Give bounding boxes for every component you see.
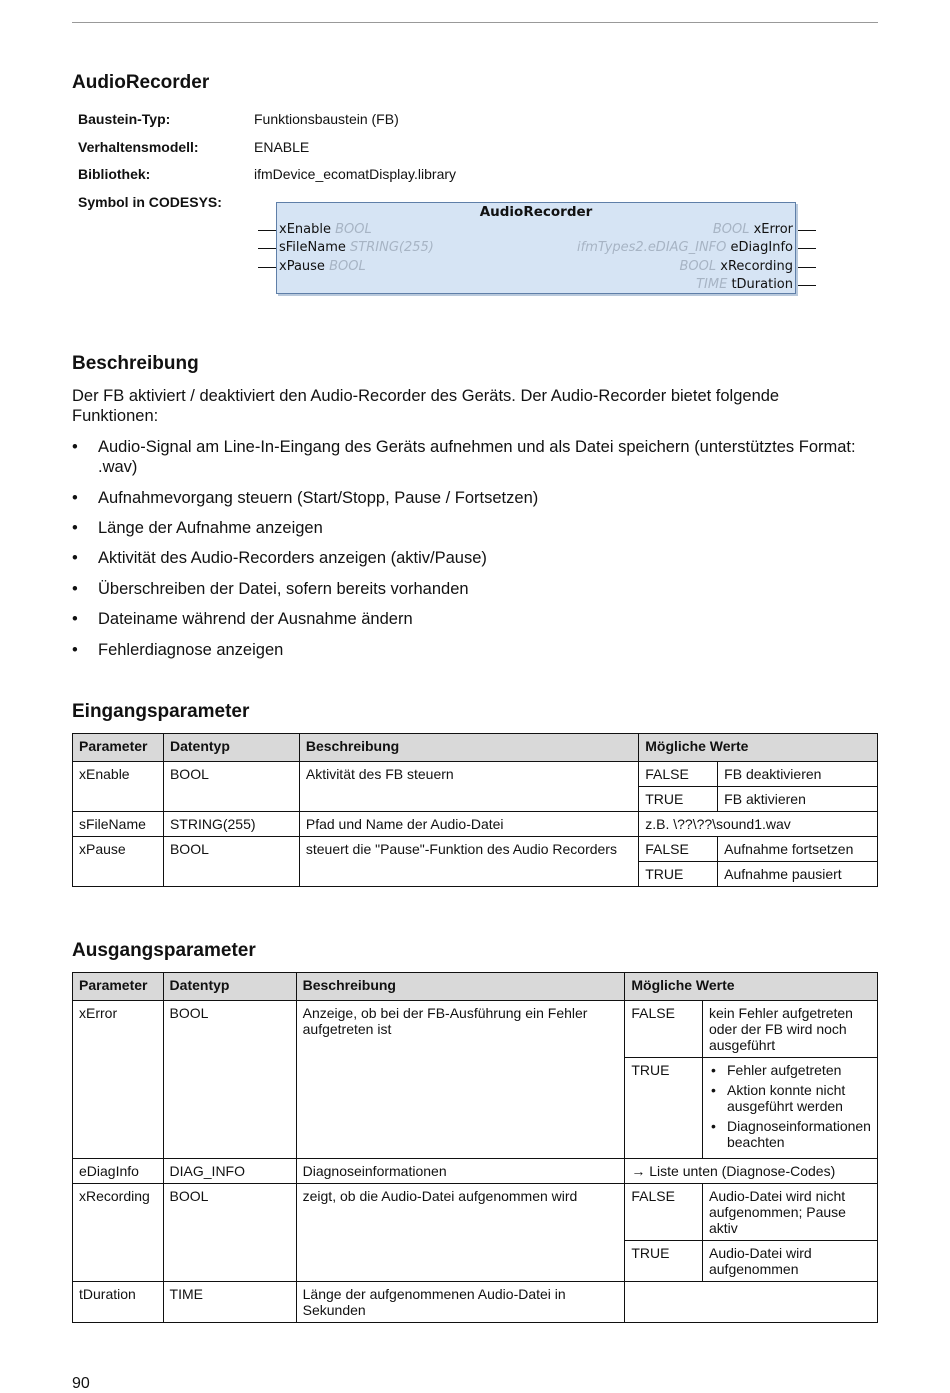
type-cell: DIAG_INFO bbox=[163, 1159, 296, 1184]
table-header-row bbox=[73, 734, 878, 762]
pin-type: BOOL bbox=[679, 259, 717, 274]
fb-output-pin bbox=[577, 240, 793, 255]
type-cell: BOOL bbox=[163, 762, 299, 812]
meta-key: Verhaltensmodell: bbox=[78, 139, 199, 155]
table-row bbox=[73, 762, 878, 787]
column-header: Parameter bbox=[73, 734, 164, 762]
bullet-text: Fehlerdiagnose anzeigen bbox=[98, 641, 284, 659]
value-cell bbox=[625, 1282, 878, 1323]
column-header: Parameter bbox=[73, 973, 164, 1001]
desc-cell: Diagnoseinformationen bbox=[296, 1159, 625, 1184]
page-title: AudioRecorder bbox=[72, 72, 210, 93]
param-cell: xError bbox=[73, 1001, 164, 1159]
fb-output-pin bbox=[680, 259, 794, 274]
value-key-cell: FALSE bbox=[639, 837, 718, 862]
value-desc-cell: FB aktivieren bbox=[718, 787, 878, 812]
value-key-cell: FALSE bbox=[625, 1184, 703, 1241]
column-header: Mögliche Werte bbox=[639, 734, 878, 762]
desc-cell: Pfad und Name der Audio-Datei bbox=[299, 812, 638, 837]
desc-cell: steuert die "Pause"-Funktion des Audio Recorders bbox=[299, 837, 638, 887]
pin-name: sFileName bbox=[279, 240, 346, 255]
param-cell: eDiagInfo bbox=[73, 1159, 164, 1184]
column-header: Beschreibung bbox=[296, 973, 625, 1001]
output-wire bbox=[798, 230, 816, 231]
type-cell: TIME bbox=[163, 1282, 296, 1323]
value-key-cell: TRUE bbox=[639, 862, 718, 887]
fb-symbol-title: AudioRecorder bbox=[479, 204, 593, 220]
param-cell: xEnable bbox=[73, 762, 164, 812]
table-row bbox=[73, 1159, 878, 1184]
meta-key: Bibliothek: bbox=[78, 166, 151, 182]
meta-key: Symbol in CODESYS: bbox=[78, 194, 222, 210]
page-number: 90 bbox=[72, 1375, 90, 1392]
value-key-cell: FALSE bbox=[625, 1001, 703, 1058]
pin-name: eDiagInfo bbox=[730, 240, 793, 255]
input-wire bbox=[258, 267, 276, 268]
value-bullet: • Aktion konnte nicht ausgeführt werden bbox=[709, 1082, 871, 1114]
pin-name: xEnable bbox=[279, 222, 331, 237]
value-key-cell: TRUE bbox=[639, 787, 718, 812]
pin-type: TIME bbox=[696, 277, 728, 292]
param-cell: xRecording bbox=[73, 1184, 164, 1282]
fb-input-pin bbox=[279, 259, 366, 274]
type-cell: BOOL bbox=[163, 1001, 296, 1159]
param-cell: tDuration bbox=[73, 1282, 164, 1323]
section-heading-outputs: Ausgangsparameter bbox=[72, 940, 256, 961]
column-header: Beschreibung bbox=[299, 734, 638, 762]
bullet-text: Aufnahmevorgang steuern (Start/Stopp, Pause / Fortsetzen) bbox=[98, 489, 539, 507]
pin-name: xPause bbox=[279, 259, 325, 274]
param-cell: sFileName bbox=[73, 812, 164, 837]
input-wire bbox=[258, 230, 276, 231]
value-bullet-list bbox=[709, 1062, 871, 1150]
bullet-text: Aktivität des Audio-Recorders anzeigen (aktiv/Pause) bbox=[98, 549, 487, 567]
top-rule bbox=[72, 22, 878, 23]
section-heading-inputs: Eingangsparameter bbox=[72, 701, 250, 722]
meta-key: Baustein-Typ: bbox=[78, 111, 171, 127]
fb-output-pin bbox=[713, 222, 793, 237]
value-cell: z.B. \??\??\sound1.wav bbox=[639, 812, 878, 837]
value-cell: → Liste unten (Diagnose-Codes) bbox=[625, 1159, 878, 1184]
pin-name: xRecording bbox=[720, 259, 793, 274]
bullet-text: Audio-Signal am Line-In-Eingang des Geräts aufnehmen und als Datei speichern (unterstütztes Format: .wav) bbox=[98, 438, 856, 476]
value-desc-cell: Aufnahme fortsetzen bbox=[718, 837, 878, 862]
bullet-text: Dateiname während der Ausnahme ändern bbox=[98, 610, 413, 628]
input-parameter-table bbox=[72, 733, 878, 887]
input-wire bbox=[258, 248, 276, 249]
value-desc-cell: Aufnahme pausiert bbox=[718, 862, 878, 887]
value-key-cell: TRUE bbox=[625, 1058, 703, 1159]
pin-type: BOOL bbox=[335, 222, 372, 237]
value-desc-cell: FB deaktivieren bbox=[718, 762, 878, 787]
desc-cell: Aktivität des FB steuern bbox=[299, 762, 638, 812]
desc-cell: Länge der aufgenommenen Audio-Datei in Sekunden bbox=[296, 1282, 625, 1323]
type-cell: BOOL bbox=[163, 1184, 296, 1282]
output-wire bbox=[798, 285, 816, 286]
column-header: Datentyp bbox=[163, 973, 296, 1001]
meta-value: Funktionsbaustein (FB) bbox=[254, 111, 399, 127]
column-header: Mögliche Werte bbox=[625, 973, 878, 1001]
value-desc-cell bbox=[702, 1058, 877, 1159]
type-cell: BOOL bbox=[163, 837, 299, 887]
meta-value: ifmDevice_ecomatDisplay.library bbox=[254, 166, 457, 182]
type-cell: STRING(255) bbox=[163, 812, 299, 837]
value-bullet: • Fehler aufgetreten bbox=[709, 1062, 871, 1078]
desc-cell: zeigt, ob die Audio-Datei aufgenommen wird bbox=[296, 1184, 625, 1282]
output-wire bbox=[798, 267, 816, 268]
column-header: Datentyp bbox=[163, 734, 299, 762]
pin-name: xError bbox=[753, 222, 793, 237]
table-row bbox=[73, 1282, 878, 1323]
value-desc-cell: kein Fehler aufgetreten oder der FB wird noch ausgeführt bbox=[702, 1001, 877, 1058]
pin-type: BOOL bbox=[712, 222, 750, 237]
description-intro: Der FB aktiviert / deaktiviert den Audio-Recorder des Geräts. Der Audio-Recorder bietet folgende Funktionen: bbox=[72, 387, 780, 425]
fb-input-pin bbox=[279, 222, 372, 237]
table-row bbox=[73, 812, 878, 837]
pin-type: BOOL bbox=[329, 259, 366, 274]
table-header-row bbox=[73, 973, 878, 1001]
value-bullet: • Diagnoseinformationen beachten bbox=[709, 1118, 871, 1150]
output-wire bbox=[798, 248, 816, 249]
bullet-text: Länge der Aufnahme anzeigen bbox=[98, 519, 323, 537]
fb-symbol bbox=[276, 202, 796, 294]
value-key-cell: FALSE bbox=[639, 762, 718, 787]
pin-type: STRING(255) bbox=[350, 240, 434, 255]
table-row bbox=[73, 837, 878, 862]
value-key-cell: TRUE bbox=[625, 1241, 703, 1282]
meta-value: ENABLE bbox=[254, 139, 310, 155]
output-parameter-table bbox=[72, 972, 878, 1323]
param-cell: xPause bbox=[73, 837, 164, 887]
pin-type: ifmTypes2.eDIAG_INFO bbox=[577, 240, 727, 255]
desc-cell: Anzeige, ob bei der FB-Ausführung ein Fehler aufgetreten ist bbox=[296, 1001, 625, 1159]
section-heading-description: Beschreibung bbox=[72, 353, 199, 374]
pin-name: tDuration bbox=[731, 277, 793, 292]
bullet-text: Überschreiben der Datei, sofern bereits vorhanden bbox=[98, 580, 469, 598]
table-row bbox=[73, 1001, 878, 1058]
value-desc-cell: Audio-Datei wird aufgenommen bbox=[702, 1241, 877, 1282]
table-row bbox=[73, 1184, 878, 1241]
fb-output-pin bbox=[696, 277, 793, 292]
fb-input-pin bbox=[279, 240, 434, 255]
value-desc-cell: Audio-Datei wird nicht aufgenommen; Pause aktiv bbox=[702, 1184, 877, 1241]
